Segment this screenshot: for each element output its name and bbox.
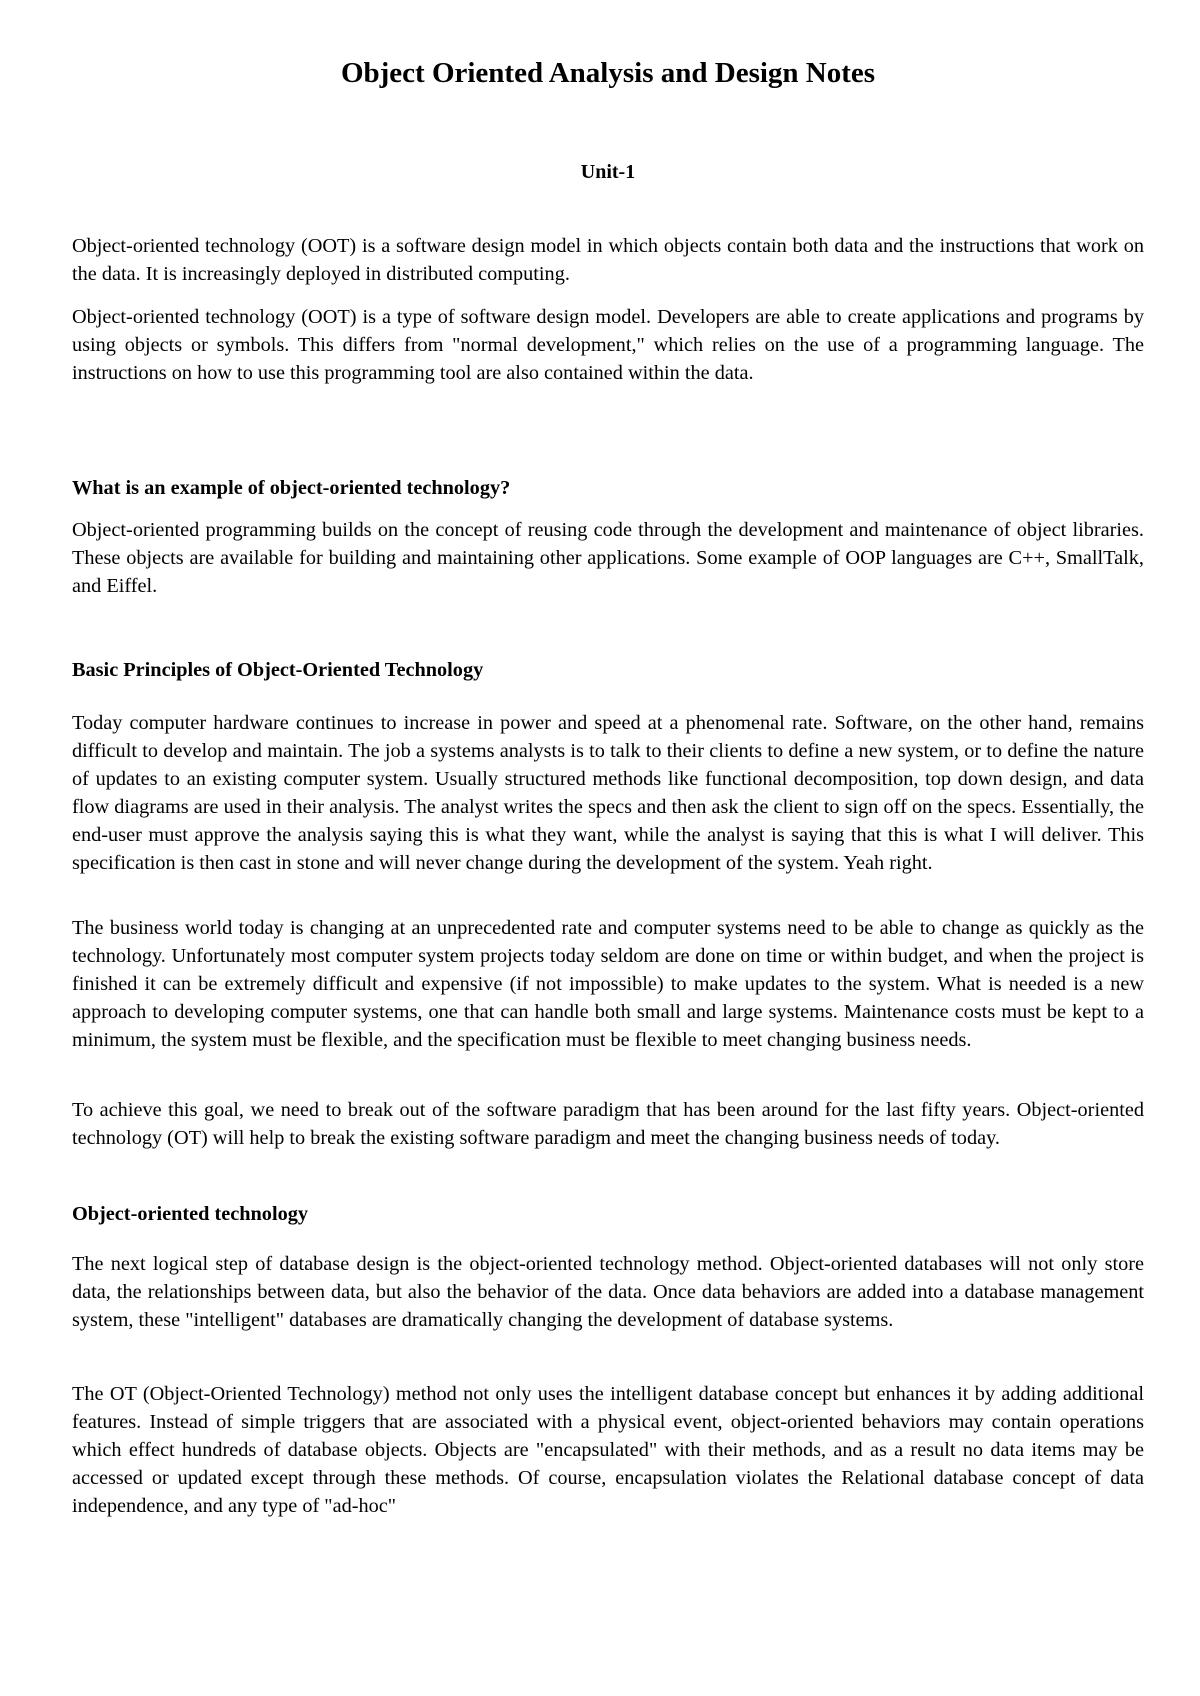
principles-section-heading: Basic Principles of Object-Oriented Technology (72, 659, 484, 681)
document-title: Object Oriented Analysis and Design Notes (340, 57, 876, 89)
oot-paragraph-1: The next logical step of database design is the object-oriented technology method. Object-oriented databases will not only store data, the relationships between data, but also the behavior of the data. Once data behaviors are added into a database management system, these "intelligent" databases are dramatically changing the development of database systems. (72, 1253, 1144, 1331)
example-paragraph: Object-oriented programming builds on the concept of reusing code through the development and maintenance of object libraries. These objects are available for building and maintaining other applications. Some example of OOP languages are C++, SmallTalk, and Eiffel. (72, 519, 1144, 597)
oot-section-heading: Object-oriented technology (72, 1203, 308, 1225)
oot-paragraph-2: The OT (Object-Oriented Technology) method not only uses the intelligent database concept but enhances it by adding additional features. Instead of simple triggers that are associated with a physical event, object-oriented behaviors may contain operations which effect hundreds of database objects. Objects are "encapsulated" with their methods, and as a result no data items may be accessed or updated except through these methods. Of course, encapsulation violates the Relational database concept of data independence, and any type of "ad-hoc" (72, 1383, 1144, 1517)
intro-paragraph-2: Object-oriented technology (OOT) is a type of software design model. Developers are able to create applications and programs by using objects or symbols. This differs from "normal development," which relies on the use of a programming language. The instructions on how to use this programming tool are also contained within the data. (72, 306, 1144, 384)
unit-subtitle: Unit-1 (580, 161, 636, 183)
principles-paragraph-2: The business world today is changing at an unprecedented rate and computer systems need to be able to change as quickly as the technology. Unfortunately most computer system projects today seldom are done on time or within budget, and when the project is finished it can be extremely difficult and expensive (if not impossible) to make updates to the system. What is needed is a new approach to developing computer systems, one that can handle both small and large systems. Maintenance costs must be kept to a minimum, the system must be flexible, and the specification must be flexible to meet changing business needs. (72, 917, 1144, 1051)
principles-paragraph-1: Today computer hardware continues to increase in power and speed at a phenomenal rate. Software, on the other hand, remains difficult to develop and maintain. The job a systems analysts is to talk to their clients to define a new system, or to define the nature of updates to an existing computer system. Usually structured methods like functional decomposition, top down design, and data flow diagrams are used in their analysis. The analyst writes the specs and then ask the client to sign off on the specs. Essentially, the end-user must approve the analysis saying this is what they want, while the analyst is saying that this is what I will deliver. This specification is then cast in stone and will never change during the development of the system. Yeah right. (72, 712, 1144, 874)
principles-paragraph-3: To achieve this goal, we need to break out of the software paradigm that has been around for the last fifty years. Object-oriented technology (OT) will help to break the existing software paradigm and meet the changing business needs of today. (72, 1099, 1144, 1149)
example-section-heading: What is an example of object-oriented technology? (72, 477, 511, 499)
intro-paragraph-1: Object-oriented technology (OOT) is a software design model in which objects contain both data and the instructions that work on the data. It is increasingly deployed in distributed computing. (72, 235, 1144, 285)
